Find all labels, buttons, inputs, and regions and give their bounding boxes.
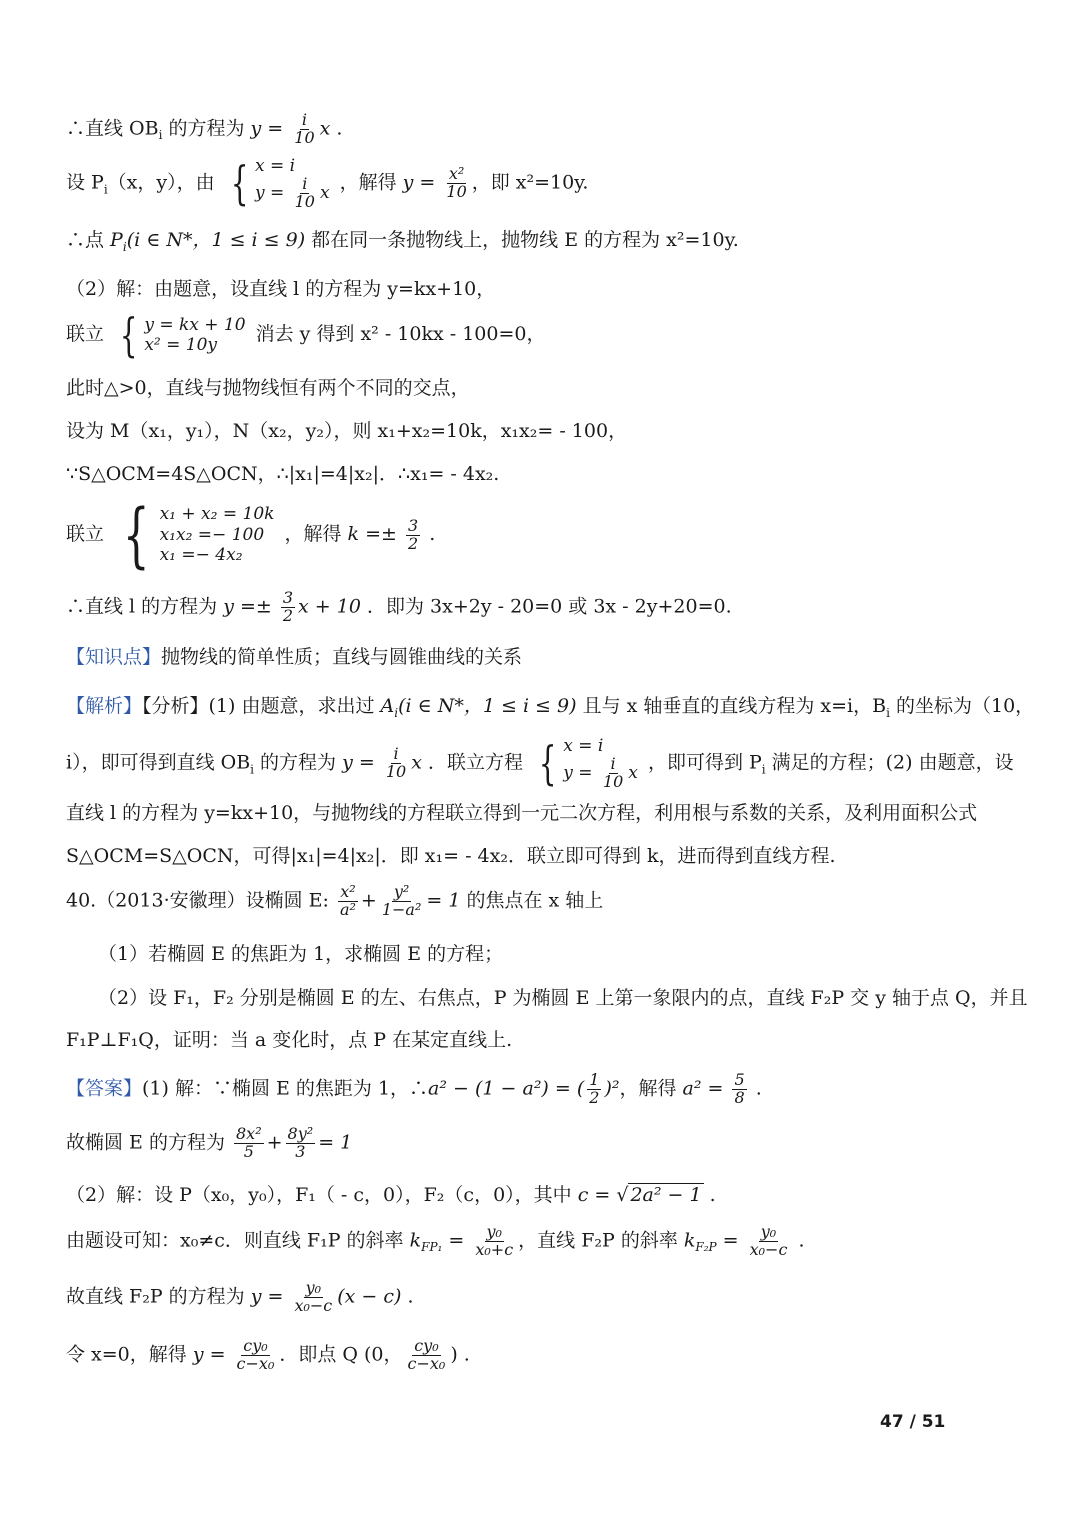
analysis-line-1: 【解析】【分析】(1) 由题意，求出过 $A_i(i$ ∈ N*，1 ≤ i ≤ 9) 且与 x 轴垂直的直线方程为 x=i，$B_i$ 的坐标为（10， xyxy=(66,695,1035,720)
solution-line-9: 联立 { x₁ + x₂ = 10k x₁x₂ =− 100 x₁ =− 4x₂ ，解得 k =± $\frac{3}{2}$ . xyxy=(66,494,436,576)
answer-line-3: （2）解：设 P（x₀，y₀），F₁（ - c，0），F₂（c，0），其中 c = √ 2a² − 1 . xyxy=(66,1184,716,1206)
solution-line-3: ∴点 $P_i(i$ ∈ N*，1 ≤ i ≤ 9) 都在同一条抛物线上，抛物线 E 的方程为 x²=10y. xyxy=(66,229,739,254)
solution-line-2: 设 $P_i(x$，y），由 { x = i y = $\frac{i}{10}$ x ，解得 y = $\frac{\text{x²}}{10}$ ，即 x²=10y. xyxy=(66,156,589,212)
equation-system: { x = i y = $\frac{i}{10}$ x xyxy=(538,736,638,792)
equation-system: { x₁ + x₂ = 10k x₁x₂ =− 100 x₁ =− 4x₂ xyxy=(122,494,275,576)
question-40: 40.（2013·安徽理）设椭圆 E: $\frac{\text{x²}}{\text{a²}}$ + $\frac{\text{y²}}{\text{1−a²}}$ = 1 的焦点在 x 轴上 xyxy=(66,882,604,919)
analysis-line-4: S△OCM=S△OCN，可得|x₁|=4|x₂|．即 x₁= - 4x₂．联立即可得到 k，进而得到直线方程. xyxy=(66,845,836,867)
answer-line-2: 故椭圆 E 的方程为 $\frac{\text{8x²}}{5}$ + $\frac{\text{8y²}}{3}$ = 1 xyxy=(66,1124,353,1161)
question-part-1: （1）若椭圆 E 的焦距为 1，求椭圆 E 的方程； xyxy=(98,943,504,965)
solution-line-5: 联立 { y = kx + 10 x² = 10y 消去 y 得到 x² - 10kx - 100=0， xyxy=(66,308,546,362)
solution-line-4: （2）解：由题意，设直线 l 的方程为 y=kx+10， xyxy=(66,278,496,300)
answer-line-4: 由题设可知：x₀≠c．则直线 F₁P 的斜率 $k_{FP_1}$ = $\frac{\text{y₀}}{\text{x₀+c}}$ ，直线 F₂P 的斜率 $k_{F_2P}$ = $\frac{\text{y₀}}{\text{x₀−c}}$ . xyxy=(66,1222,805,1259)
solution-line-1: ∴直线 $OB_i$ 的方程为 y = $\frac{i}{10}$ x . xyxy=(66,110,343,147)
knowledge-point: 【知识点】抛物线的简单性质；直线与圆锥曲线的关系 xyxy=(66,646,523,668)
question-part-2-cont: F₁P⊥F₁Q，证明：当 a 变化时，点 P 在某定直线上. xyxy=(66,1029,513,1051)
answer-line-1: 【答案】(1) 解：∵椭圆 E 的焦距为 1，∴a² − (1 − a²) = ( $\frac{1}{2}$ )²，解得 a² = $\frac{5}{8}$ . xyxy=(66,1070,762,1107)
solution-line-8: ∵S△OCM=4S△OCN，∴|x₁|=4|x₂|．∴x₁= - 4x₂. xyxy=(66,463,500,485)
analysis-line-2: i），即可得到直线 $OB_i$ 的方程为 y = $\frac{i}{10}$ x ．联立方程 { x = i y = $\frac{i}{10}$ x ，即可得到 $P_i$ 满足的方程；(2) 由题意，设 xyxy=(66,736,1014,792)
analysis-line-3: 直线 l 的方程为 y=kx+10，与抛物线的方程联立得到一元二次方程，利用根与系数的关系，及利用面积公式 xyxy=(66,802,978,824)
solution-line-6: 此时△>0，直线与抛物线恒有两个不同的交点， xyxy=(66,377,470,399)
equation-system: { x = i y = $\frac{i}{10}$ x xyxy=(230,156,330,212)
equation-system: { y = kx + 10 x² = 10y xyxy=(119,308,246,362)
answer-line-6: 令 x=0，解得 y = $\frac{\text{cy₀}}{\text{c−x₀}}$ ．即点 Q (0， $\frac{\text{cy₀}}{\text{c−x₀}}$ ) . xyxy=(66,1336,470,1373)
solution-line-10: ∴直线 l 的方程为 y =± $\frac{3}{2}$ x + 10 ．即为 3x+2y - 20=0 或 3x - 2y+20=0. xyxy=(66,588,732,625)
solution-line-7: 设为 M（x₁，y₁），N（x₂，y₂），则 x₁+x₂=10k，x₁x₂= - 100， xyxy=(66,420,628,442)
answer-line-5: 故直线 F₂P 的方程为 y = $\frac{\text{y₀}}{\text{x₀−c}}$ (x − c) . xyxy=(66,1278,414,1315)
question-part-2: （2）设 F₁，F₂ 分别是椭圆 E 的左、右焦点，P 为椭圆 E 上第一象限内的点，直线 F₂P 交 y 轴于点 Q，并且 xyxy=(98,987,1028,1009)
page-number: 47 / 51 xyxy=(880,1412,946,1432)
